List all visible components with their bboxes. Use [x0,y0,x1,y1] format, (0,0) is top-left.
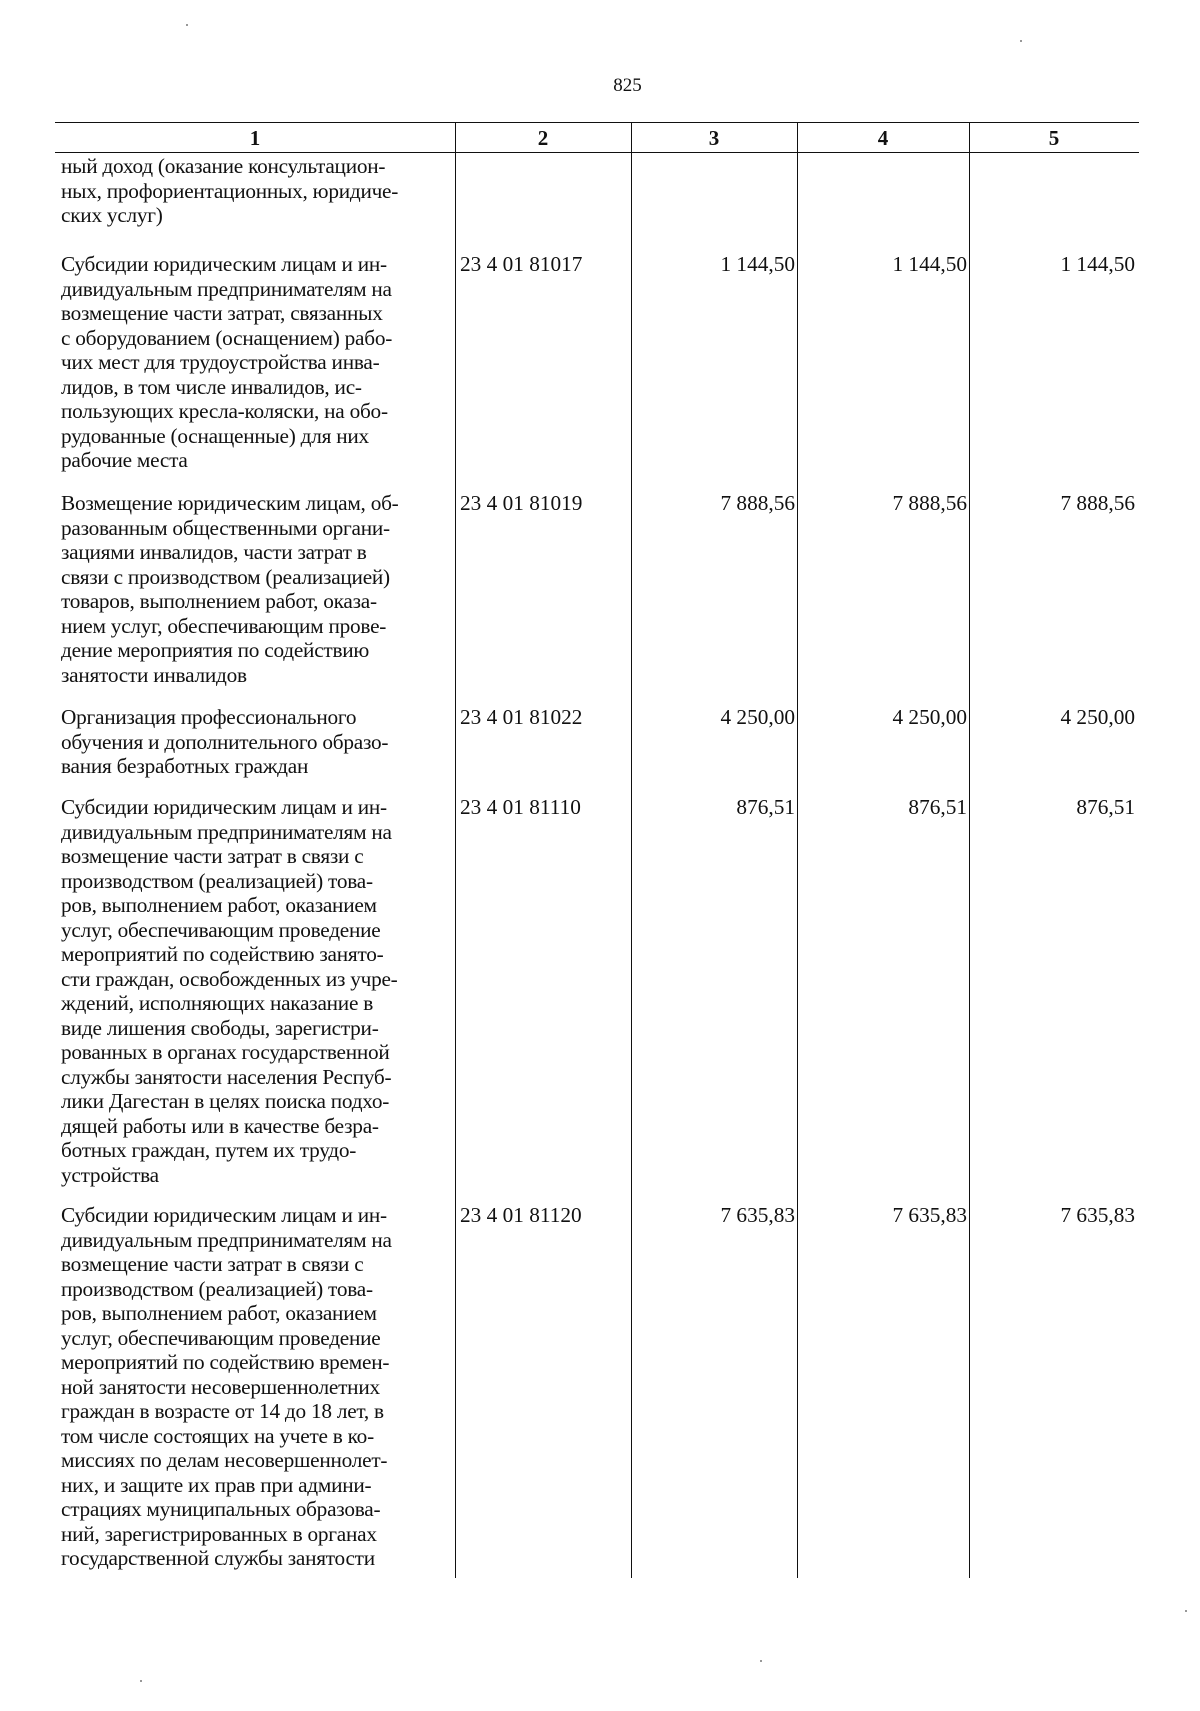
row-value-col5: 7 888,56 [1060,491,1135,515]
row-description: Субсидии юридическим лицам и ин- дивидуальным предпринимателям на возмещение части затрат в связи с производством (реализацией) това- ров, выполнением работ, оказанием услуг, обеспечивающим проведение мероприятий по содействию времен- ной занятости несовершеннолетних граждан в возрасте от 14 до 18 лет, в том числе состоящих на учете в ко- миссиях по делам несовершеннолет- них, и защите их прав при админи- страциях муниципальных образова- ний, зарегистрированных в органах государственной службы занятости [61,1203,392,1570]
table-header-row [55,126,1139,152]
row-description: Субсидии юридическим лицам и ин- дивидуальным предпринимателям на возмещение части затрат, связанных с оборудованием (оснащением) рабо- чих мест для трудоустройства инва- лидов, в том числе инвалидов, ис- пользующих кресла-коляски, на обо- рудованные (оснащенные) для них рабочие места [61,252,393,472]
column-divider-4-5 [969,122,970,1578]
row-value-col4: 7 635,83 [892,1203,967,1227]
row-value-col3: 7 888,56 [720,491,795,515]
row-description: Организация профессионального обучения и дополнительного образо- вания безработных граждан [61,705,389,778]
row-code: 23 4 01 81022 [460,705,583,729]
row-description: Возмещение юридическим лицам, об- разованным общественными органи- зациями инвалидов, части затрат в связи с производством (реализацией) товаров, выполнением работ, оказа- нием услуг, обеспечивающим прове- дение мероприятия по содействию занятости инвалидов [61,491,399,687]
scan-speck [1020,40,1022,42]
row-code: 23 4 01 81120 [460,1203,582,1227]
column-header-2: 2 [537,126,549,150]
row-code: 23 4 01 81019 [460,491,583,515]
row-value-col4: 876,51 [908,795,967,819]
header-bottom-border [55,152,1139,153]
row-value-col3: 1 144,50 [720,252,795,276]
scan-speck [1185,1610,1187,1612]
row-value-col4: 4 250,00 [892,705,967,729]
page-number: 825 [613,75,642,96]
column-header-5: 5 [1048,126,1060,150]
column-header-3: 3 [708,126,720,150]
row-value-col3: 4 250,00 [720,705,795,729]
row-value-col4: 7 888,56 [892,491,967,515]
row-value-col3: 7 635,83 [720,1203,795,1227]
column-divider-2-3 [631,122,632,1578]
scan-speck [186,24,188,26]
row-value-col5: 7 635,83 [1060,1203,1135,1227]
scan-speck [140,1680,142,1682]
column-header-1: 1 [249,126,261,150]
row-value-col5: 4 250,00 [1060,705,1135,729]
row-description: Субсидии юридическим лицам и ин- дивидуальным предпринимателям на возмещение части затрат в связи с производством (реализацией) това- ров, выполнением работ, оказанием услуг, обеспечивающим проведение мероприятий по содействию занято- сти граждан, освобожденных из учре- ждений, исполняющих наказание в виде лишения свободы, зарегистри- рованных в органах государственной службы занятости населения Респуб- лики Дагестан в целях поиска подхо- дящей работы или в качестве безра- ботных граждан, путем их трудо- устройства [61,795,398,1187]
scan-speck [760,1660,762,1662]
column-header-4: 4 [877,126,889,150]
row-value-col5: 876,51 [1076,795,1135,819]
row-description: ный доход (оказание консультацион- ных, профориентационных, юридиче- ских услуг) [61,154,399,227]
table-top-border [55,122,1139,123]
row-value-col4: 1 144,50 [892,252,967,276]
row-code: 23 4 01 81017 [460,252,583,276]
column-divider-3-4 [797,122,798,1578]
row-value-col5: 1 144,50 [1060,252,1135,276]
row-value-col3: 876,51 [736,795,795,819]
row-code: 23 4 01 81110 [460,795,581,819]
